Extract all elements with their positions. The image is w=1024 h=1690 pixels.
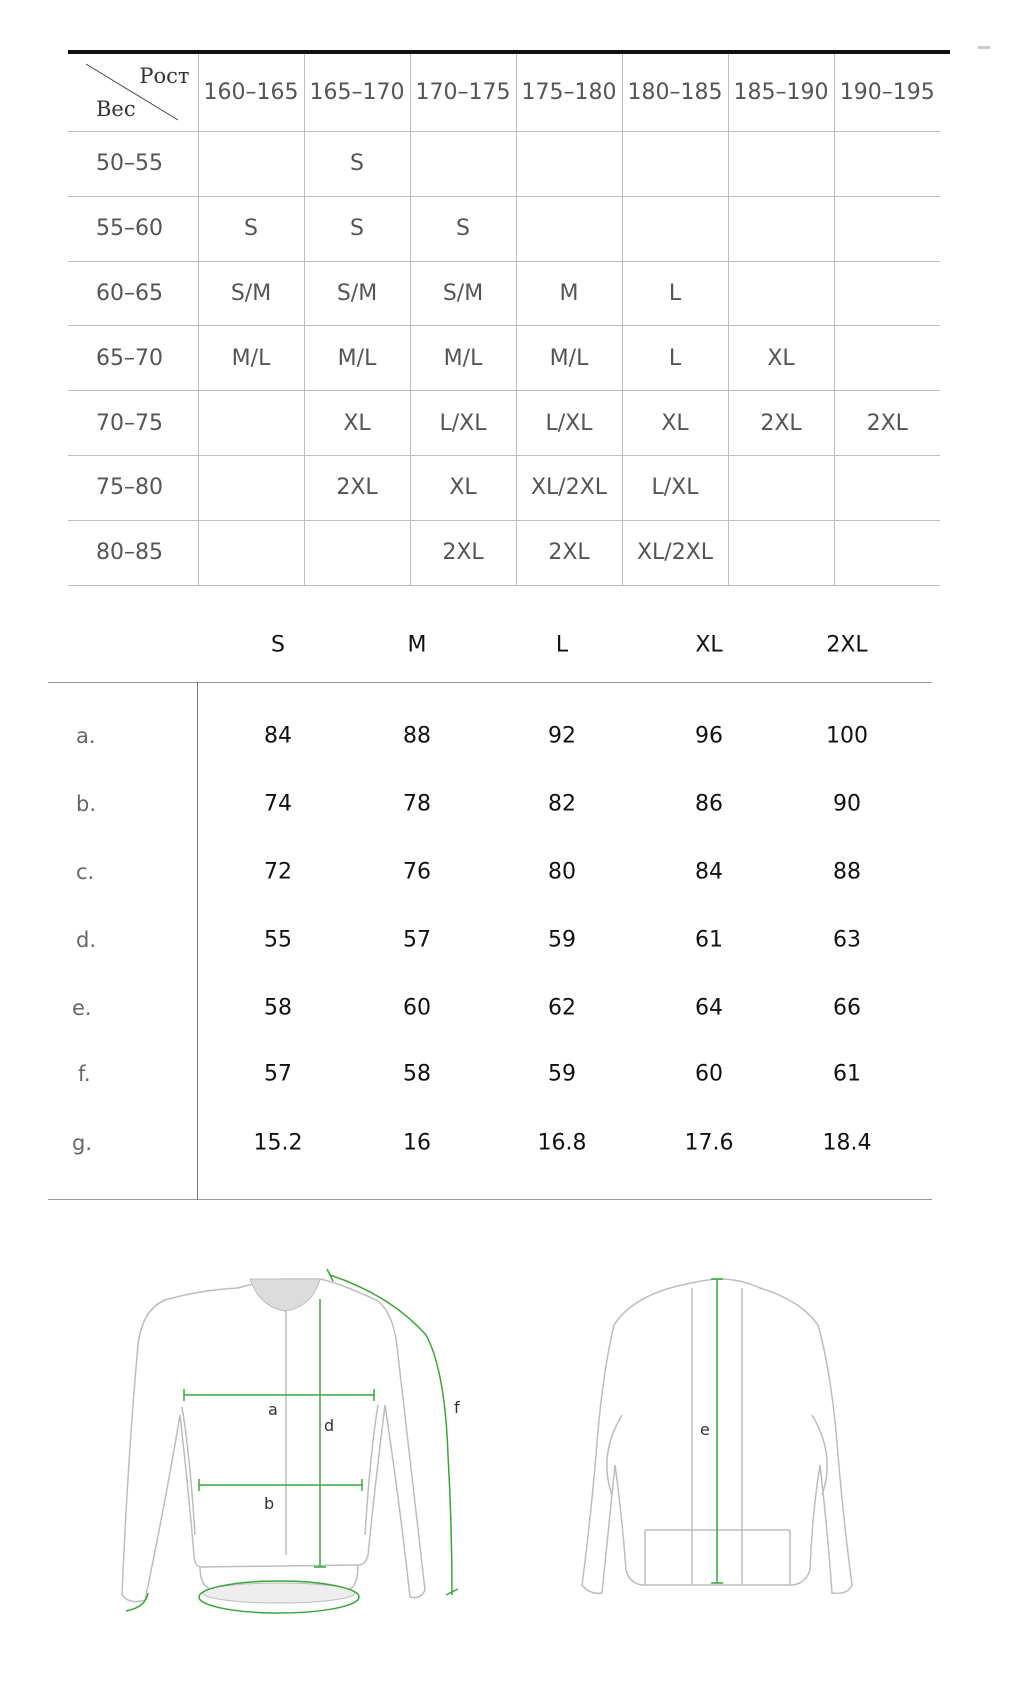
size-cell (728, 261, 834, 326)
measure-value: 16.8 (537, 1130, 587, 1156)
size-cell: L (622, 326, 728, 391)
measure-value: 84 (264, 723, 292, 749)
height-header: 180–185 (622, 54, 728, 132)
size-cell: XL (410, 455, 516, 520)
size-cell: XL/2XL (516, 455, 622, 520)
height-header: 190–195 (834, 54, 940, 132)
weight-row (68, 455, 940, 520)
measure-value: 90 (833, 791, 861, 817)
size-header: XL (695, 632, 723, 658)
bottom-divider (48, 1199, 932, 1200)
weight-range: 65–70 (68, 326, 198, 391)
measure-value: 86 (695, 791, 723, 817)
measure-line-f (330, 1275, 452, 1595)
weight-row (68, 132, 940, 197)
measure-label: b. (76, 792, 97, 816)
weight-row (68, 196, 940, 261)
jersey-diagram-svg (0, 1255, 1024, 1625)
size-cell: XL (622, 391, 728, 456)
size-cell (198, 132, 304, 197)
measure-value: 84 (695, 859, 723, 885)
size-cell: L (622, 261, 728, 326)
measure-value: 100 (826, 723, 868, 749)
size-cell (728, 196, 834, 261)
size-cell: 2XL (516, 520, 622, 585)
size-cell (728, 132, 834, 197)
size-cell (728, 520, 834, 585)
measure-label: c. (76, 860, 95, 884)
weight-row (68, 261, 940, 326)
measure-value: 78 (403, 791, 431, 817)
size-cell: XL/2XL (622, 520, 728, 585)
label-d: d (324, 1416, 335, 1435)
size-cell (198, 391, 304, 456)
corner-header-cell (68, 54, 198, 132)
size-cell: L/XL (410, 391, 516, 456)
size-recommendation-table (68, 54, 940, 586)
size-cell: XL (728, 326, 834, 391)
measure-value: 59 (548, 927, 576, 953)
size-cell (622, 196, 728, 261)
measurement-table (48, 605, 932, 1200)
size-cell (516, 196, 622, 261)
weight-row (68, 520, 940, 585)
corner-mark (978, 46, 990, 49)
size-cell: S/M (304, 261, 410, 326)
measure-label: e. (72, 996, 92, 1020)
measure-value: 64 (695, 995, 723, 1021)
measure-value: 57 (403, 927, 431, 953)
measure-value: 92 (548, 723, 576, 749)
weight-range: 60–65 (68, 261, 198, 326)
measure-value: 59 (548, 1061, 576, 1087)
measure-value: 57 (264, 1061, 292, 1087)
collar-shape (250, 1279, 320, 1311)
measure-label: f. (78, 1062, 91, 1086)
size-cell (728, 455, 834, 520)
size-cell: S (304, 196, 410, 261)
label-f: f (454, 1398, 460, 1417)
size-cell: XL (304, 391, 410, 456)
measure-value: 96 (695, 723, 723, 749)
size-cell: S (304, 132, 410, 197)
size-cell: 2XL (304, 455, 410, 520)
jersey-diagram (0, 1255, 1024, 1625)
size-cell (834, 326, 940, 391)
weight-axis-label: Вес (96, 97, 136, 121)
weight-range: 75–80 (68, 455, 198, 520)
height-header: 165–170 (304, 54, 410, 132)
size-header: 2XL (826, 632, 868, 658)
measure-value: 58 (264, 995, 292, 1021)
label-column-divider (197, 682, 198, 1200)
measure-value: 58 (403, 1061, 431, 1087)
label-b: b (264, 1494, 275, 1513)
size-cell (516, 132, 622, 197)
size-cell: M/L (516, 326, 622, 391)
size-cell (834, 455, 940, 520)
size-cell: 2XL (728, 391, 834, 456)
height-header: 170–175 (410, 54, 516, 132)
size-header: L (555, 632, 569, 658)
measure-label: a. (76, 724, 96, 748)
front-jersey-outline (122, 1279, 425, 1602)
size-cell (834, 520, 940, 585)
size-cell: L/XL (516, 391, 622, 456)
weight-range: 80–85 (68, 520, 198, 585)
measure-value: 55 (264, 927, 292, 953)
measure-value: 61 (695, 927, 723, 953)
weight-row (68, 326, 940, 391)
measure-value: 60 (403, 995, 431, 1021)
height-axis-label: Рост (139, 64, 190, 88)
measure-value: 17.6 (684, 1130, 734, 1156)
size-cell: S/M (198, 261, 304, 326)
size-cell (410, 132, 516, 197)
weight-range: 70–75 (68, 391, 198, 456)
measure-value: 62 (548, 995, 576, 1021)
weight-range: 55–60 (68, 196, 198, 261)
size-cell: M/L (410, 326, 516, 391)
size-cell: S (198, 196, 304, 261)
height-header-row (68, 54, 940, 132)
height-header: 175–180 (516, 54, 622, 132)
size-cell: M/L (304, 326, 410, 391)
size-cell: 2XL (834, 391, 940, 456)
measure-value: 15.2 (253, 1130, 303, 1156)
size-cell: M (516, 261, 622, 326)
measure-value: 60 (695, 1061, 723, 1087)
weight-row (68, 391, 940, 456)
measure-value: 18.4 (822, 1130, 872, 1156)
hem-band (203, 1583, 355, 1603)
size-cell (304, 520, 410, 585)
label-a: a (268, 1400, 278, 1419)
size-cell: S/M (410, 261, 516, 326)
size-cell: L/XL (622, 455, 728, 520)
back-measure-lines (711, 1279, 723, 1583)
measure-value: 16 (403, 1130, 431, 1156)
measure-value: 61 (833, 1061, 861, 1087)
measure-value: 74 (264, 791, 292, 817)
header-divider (48, 682, 932, 683)
measure-value: 76 (403, 859, 431, 885)
height-header: 185–190 (728, 54, 834, 132)
measure-value: 82 (548, 791, 576, 817)
size-cell: M/L (198, 326, 304, 391)
size-cell (834, 196, 940, 261)
size-header: M (407, 632, 427, 658)
weight-range: 50–55 (68, 132, 198, 197)
measure-value: 63 (833, 927, 861, 953)
measure-label: g. (72, 1131, 93, 1155)
measure-value: 72 (264, 859, 292, 885)
size-cell (622, 132, 728, 197)
size-cell: S (410, 196, 516, 261)
measure-value: 80 (548, 859, 576, 885)
size-cell (198, 455, 304, 520)
size-header: S (271, 632, 285, 658)
size-cell (198, 520, 304, 585)
measure-value: 88 (403, 723, 431, 749)
size-cell (834, 132, 940, 197)
size-cell (834, 261, 940, 326)
label-e: e (700, 1420, 710, 1439)
measure-value: 88 (833, 859, 861, 885)
measure-label: d. (76, 928, 97, 952)
height-header: 160–165 (198, 54, 304, 132)
measure-value: 66 (833, 995, 861, 1021)
size-cell: 2XL (410, 520, 516, 585)
